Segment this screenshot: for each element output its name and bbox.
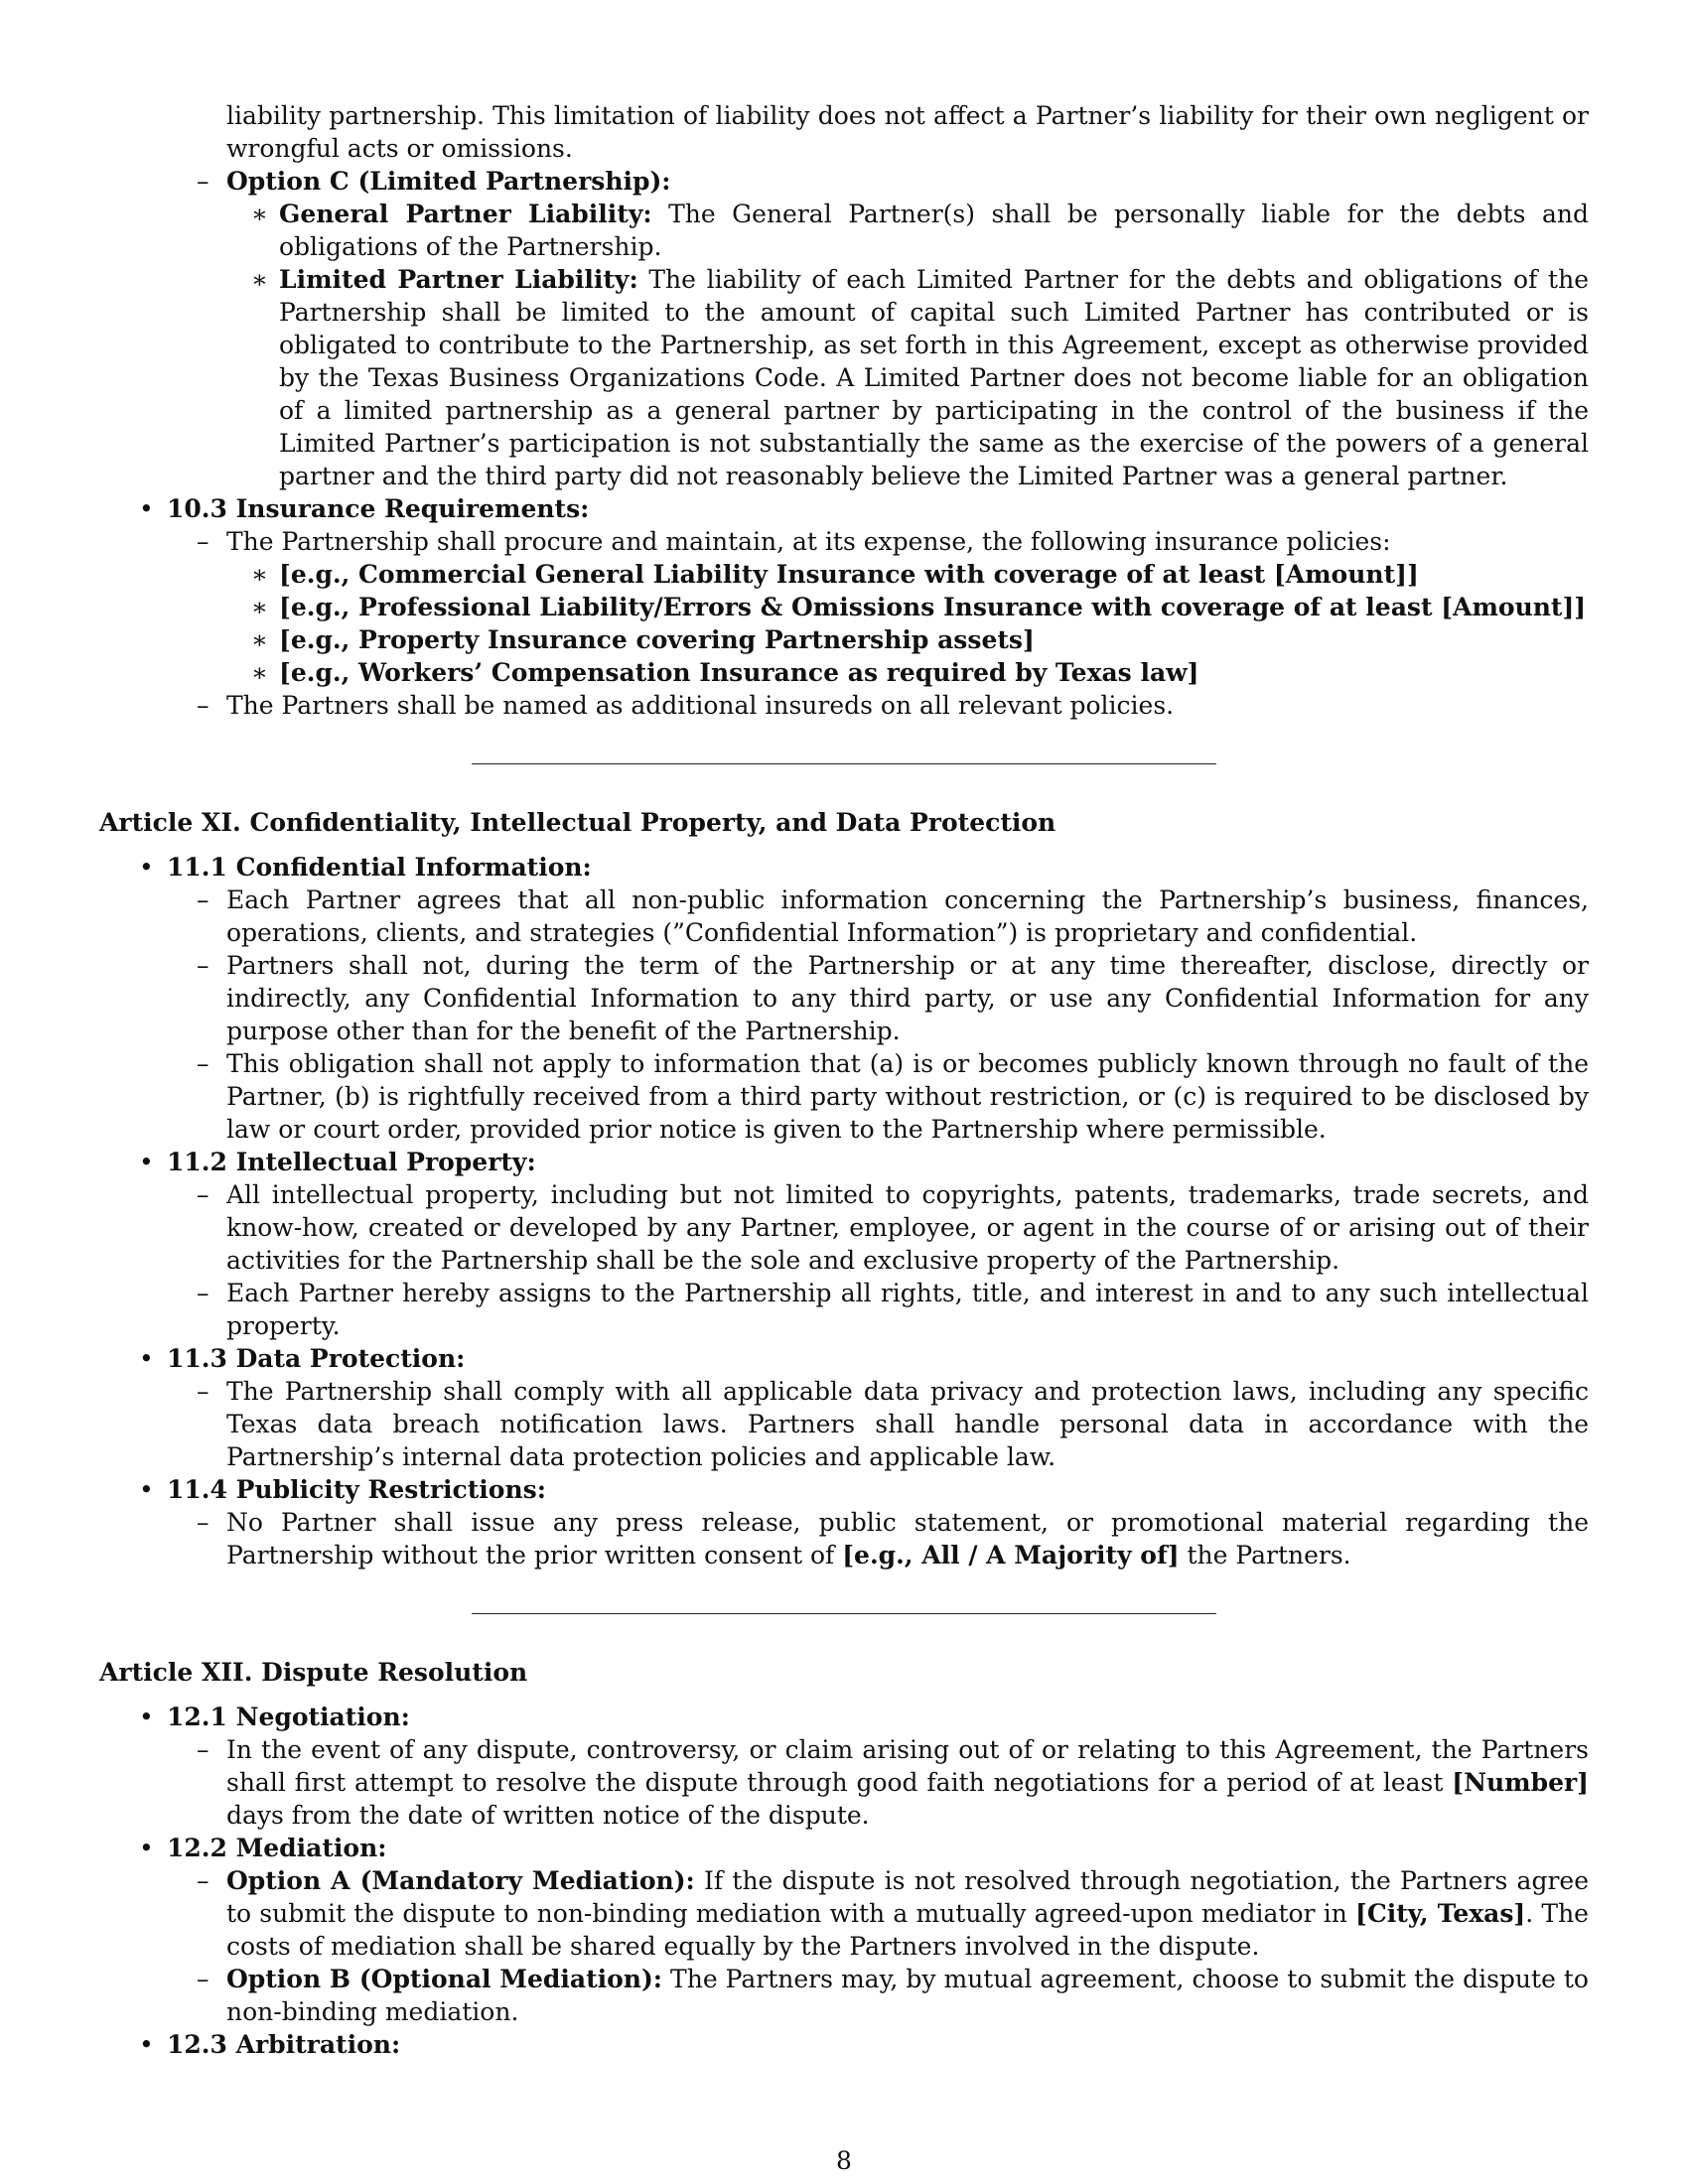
negotiation-text-b: days from the date of written notice of the dispute. [226,1801,870,1830]
dash-marker: – [197,1377,210,1406]
list-item [197,884,1589,949]
insurance-intro: The Partnership shall procure and maintain, at its expense, the following insurance policies: [226,527,1391,556]
dash-marker: – [197,886,210,914]
publicity-text-b: the Partners. [1179,1541,1351,1570]
policy-item [251,656,1589,689]
dash-marker: – [197,691,210,720]
section-heading: 11.2 Intellectual Property: [167,1148,536,1176]
limited-partner-liability-item [251,263,1589,492]
section-heading: 12.2 Mediation: [167,1834,387,1862]
mediation-option-b [197,1963,1589,2028]
section-heading: 12.3 Arbitration: [167,2030,401,2059]
section-11-3 [139,1342,1589,1375]
policy-text: [e.g., Property Insurance covering Partnership assets] [279,625,1035,654]
insurance-intro-item [197,525,1589,558]
bullet-marker: • [139,1475,154,1504]
dash-marker: – [197,527,210,556]
asterisk-marker: ∗ [251,593,268,621]
section-11-1 [139,851,1589,884]
general-partner-liability-item [251,198,1589,263]
mediation-option-a [197,1864,1589,1963]
dash-marker: – [197,1180,210,1209]
bullet-marker: • [139,853,154,882]
lp-text: The liability of each Limited Partner for the debts and obligations of the Partnership shall be limited to the amount of capital such Limited Partner has contributed or is obligated to contribute to the Partnership, as set forth in this Agreement, except as otherwise provided by the Texas Business Organizations Code. A Limited Partner does not become liable for an obligation of a limited partnership as a general partner by participating in the control of the business if the Limited Partner’s participation is not substantially the same as the exercise of the powers of a general partner and the third party did not reasonably believe the Limited Partner was a general partner. [279,265,1589,490]
policy-item [251,623,1589,656]
list-item-text: Partners shall not, during the term of the Partnership or at any time thereafter, disclose, directly or indirectly, any Confidential Information to any third party, or use any Confidential Information for any purpose other than for the benefit of the Partnership. [226,951,1589,1045]
article-12-title: Article XII. Dispute Resolution [99,1658,528,1687]
list-item [197,1047,1589,1146]
article-11-title: Article XI. Confidentiality, Intellectual Property, and Data Protection [99,808,1056,837]
bullet-marker: • [139,2030,154,2059]
policy-text: [e.g., Workers’ Compensation Insurance as required by Texas law] [279,658,1199,687]
dash-marker: – [197,1049,210,1078]
policy-text: [e.g., Professional Liability/Errors & Omissions Insurance with coverage of at least [Amount]] [279,593,1587,621]
list-item [197,1277,1589,1342]
section-heading: 11.1 Confidential Information: [167,853,592,882]
option-c-label: Option C (Limited Partnership): [226,167,671,196]
list-item [197,1733,1589,1832]
list-item-text: This obligation shall not apply to information that (a) is or becomes publicly known through no fault of the Partner, (b) is rightfully received from a third party without restriction, or (c) is required to be disclosed by law or court order, provided prior notice is given to the Partnership where permissible. [226,1049,1589,1144]
bullet-marker: • [139,494,154,523]
asterisk-marker: ∗ [251,560,268,589]
gp-text: The General Partner(s) shall be personally liable for the debts and obligations of the Partnership. [279,200,1589,261]
policy-item [251,558,1589,591]
dash-marker: – [197,167,210,196]
negotiation-placeholder: [Number] [1452,1768,1589,1797]
section-divider [472,1613,1216,1614]
section-10-3 [139,492,1589,525]
list-item-text: Each Partner hereby assigns to the Partnership all rights, title, and interest in and to any such intellectual property. [226,1279,1589,1340]
dash-marker: – [197,951,210,980]
publicity-placeholder: [e.g., All / A Majority of] [842,1541,1180,1570]
option-c-item [197,165,1589,198]
list-item [197,949,1589,1047]
bullet-marker: • [139,1834,154,1862]
dash-marker: – [197,1279,210,1307]
section-heading: 12.1 Negotiation: [167,1703,410,1731]
additional-insureds-item [197,689,1589,722]
list-item [197,1375,1589,1473]
dash-marker: – [197,1735,210,1764]
section-11-4 [139,1473,1589,1506]
publicity-text-a: No Partner shall issue any press release, public statement, or promotional material regarding the Partnership without the prior written consent of [226,1508,1589,1570]
option-a-placeholder: [City, Texas] [1355,1899,1526,1928]
list-item [197,1178,1589,1277]
section-12-2 [139,1832,1589,1864]
asterisk-marker: ∗ [251,625,268,654]
policy-text: [e.g., Commercial General Liability Insurance with coverage of at least [Amount]] [279,560,1419,589]
list-item-text: All intellectual property, including but not limited to copyrights, patents, trademarks, trade secrets, and know-how, created or developed by any Partner, employee, or agent in the course of or arising out of their activities for the Partnership shall be the sole and exclusive property of the Partnership. [226,1180,1589,1275]
asterisk-marker: ∗ [251,265,268,294]
section-heading: 10.3 Insurance Requirements: [167,494,590,523]
additional-insureds-text: The Partners shall be named as additional insureds on all relevant policies. [226,691,1175,720]
section-12-1 [139,1701,1589,1733]
dash-marker: – [197,1508,210,1537]
dash-marker: – [197,1965,210,1993]
list-item [197,1506,1589,1571]
option-a-text-b: . The costs of mediation shall be shared equally by the Partners involved in the dispute. [226,1899,1589,1961]
bullet-marker: • [139,1148,154,1176]
list-item-text: The Partnership shall comply with all applicable data privacy and protection laws, including any specific Texas data breach notification laws. Partners shall handle personal data in accordance with the Partnership’s internal data protection policies and applicable law. [226,1377,1589,1471]
list-item-text: Each Partner agrees that all non-public information concerning the Partnership’s business, finances, operations, clients, and strategies (”Confidential Information”) is proprietary and confidential. [226,886,1589,947]
section-heading: 11.4 Publicity Restrictions: [167,1475,546,1504]
bullet-marker: • [139,1703,154,1731]
lp-label: Limited Partner Liability: [279,265,638,294]
bullet-marker: • [139,1344,154,1373]
page-content [99,99,1589,2061]
option-b-text: The Partners may, by mutual agreement, choose to submit the dispute to non-binding mediation. [226,1965,1589,2026]
page-number: 8 [836,2146,852,2175]
asterisk-marker: ∗ [251,658,268,687]
section-heading: 11.3 Data Protection: [167,1344,466,1373]
section-divider [472,763,1216,764]
option-b-continuation: liability partnership. This limitation of liability does not affect a Partner’s liability for their own negligent or wrongful acts or omissions. [226,101,1589,163]
option-b-label: Option B (Optional Mediation): [226,1965,663,1993]
gp-label: General Partner Liability: [279,200,652,228]
policy-item [251,591,1589,623]
option-a-label: Option A (Mandatory Mediation): [226,1866,695,1895]
asterisk-marker: ∗ [251,200,268,228]
negotiation-text-a: In the event of any dispute, controversy, or claim arising out of or relating to this Agreement, the Partners shall first attempt to resolve the dispute through good faith negotiations for a period of at least [226,1735,1589,1797]
option-a-text-a: If the dispute is not resolved through negotiation, the Partners agree to submit the dispute to non-binding mediation with a mutually agreed-upon mediator in [226,1866,1589,1928]
dash-marker: – [197,1866,210,1895]
section-12-3 [139,2028,1589,2061]
section-11-2 [139,1146,1589,1178]
